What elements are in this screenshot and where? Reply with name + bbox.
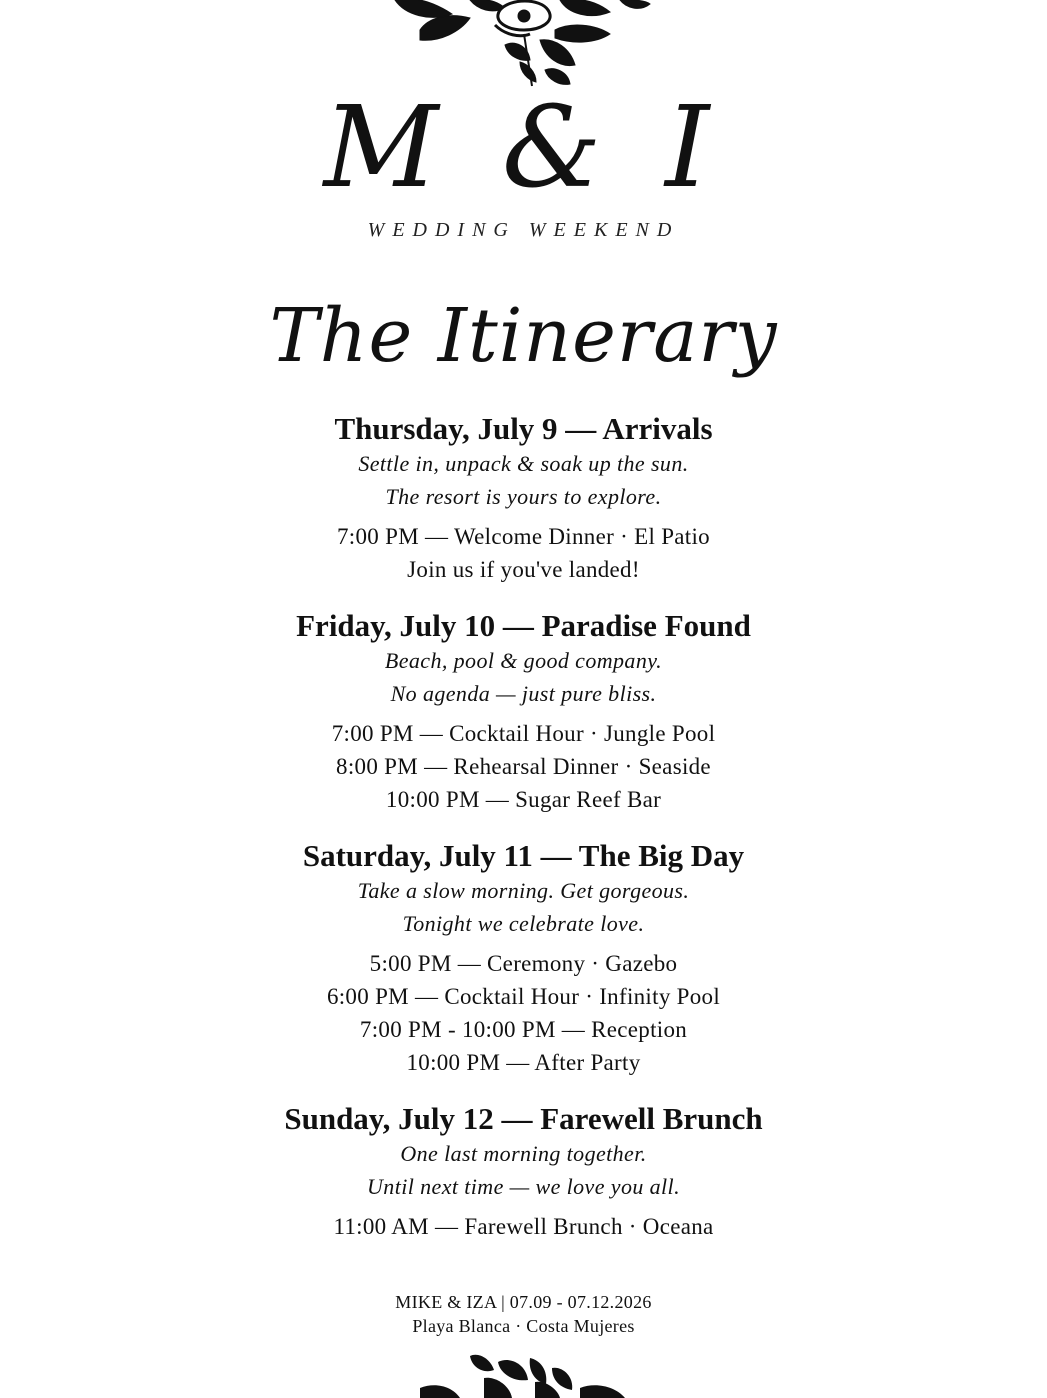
event-line: 7:00 PM — Welcome Dinner · El Patio <box>337 524 710 549</box>
event-line: 7:00 PM — Cocktail Hour · Jungle Pool <box>331 721 716 746</box>
day-section-thursday <box>0 412 1047 586</box>
floral-bottom-illustration <box>0 1348 1047 1398</box>
event-line: 11:00 AM — Farewell Brunch · Oceana <box>333 1214 714 1239</box>
event-line: 5:00 PM — Ceremony · Gazebo <box>369 951 678 976</box>
event-line: 10:00 PM — Sugar Reef Bar <box>385 787 662 812</box>
day-section-friday <box>0 609 1047 816</box>
event-subtitle: WEDDING WEEKEND <box>367 219 680 241</box>
day-note: Beach, pool & good company. <box>384 648 663 673</box>
event-line: 10:00 PM — After Party <box>406 1050 641 1075</box>
footer-location: Playa Blanca · Costa Mujeres <box>412 1316 635 1336</box>
day-note: No agenda — just pure bliss. <box>390 681 657 706</box>
day-heading: Friday, July 10 — Paradise Found <box>296 608 751 643</box>
footer-names-dates: MIKE & IZA | 07.09 - 07.12.2026 <box>395 1292 652 1312</box>
event-line: Join us if you've landed! <box>407 557 640 582</box>
day-section-sunday <box>0 1102 1047 1243</box>
day-note: One last morning together. <box>400 1141 647 1166</box>
event-line: 8:00 PM — Rehearsal Dinner · Seaside <box>336 754 711 779</box>
day-note: Settle in, unpack & soak up the sun. <box>358 451 689 476</box>
day-note: Tonight we celebrate love. <box>402 911 645 936</box>
day-heading: Saturday, July 11 — The Big Day <box>302 838 745 873</box>
day-section-saturday <box>0 839 1047 1079</box>
floral-top-illustration <box>0 0 1047 95</box>
day-note: Until next time — we love you all. <box>367 1174 680 1199</box>
event-line: 7:00 PM - 10:00 PM — Reception <box>359 1017 688 1042</box>
day-note: The resort is yours to explore. <box>385 484 662 509</box>
day-heading: Sunday, July 12 — Farewell Brunch <box>284 1101 763 1136</box>
day-heading: Thursday, July 9 — Arrivals <box>334 411 713 446</box>
event-line: 6:00 PM — Cocktail Hour · Infinity Pool <box>326 984 721 1009</box>
day-note: Take a slow morning. Get gorgeous. <box>357 878 690 903</box>
itinerary-title: The Itinerary <box>269 293 778 379</box>
monogram: M & I <box>323 83 724 213</box>
